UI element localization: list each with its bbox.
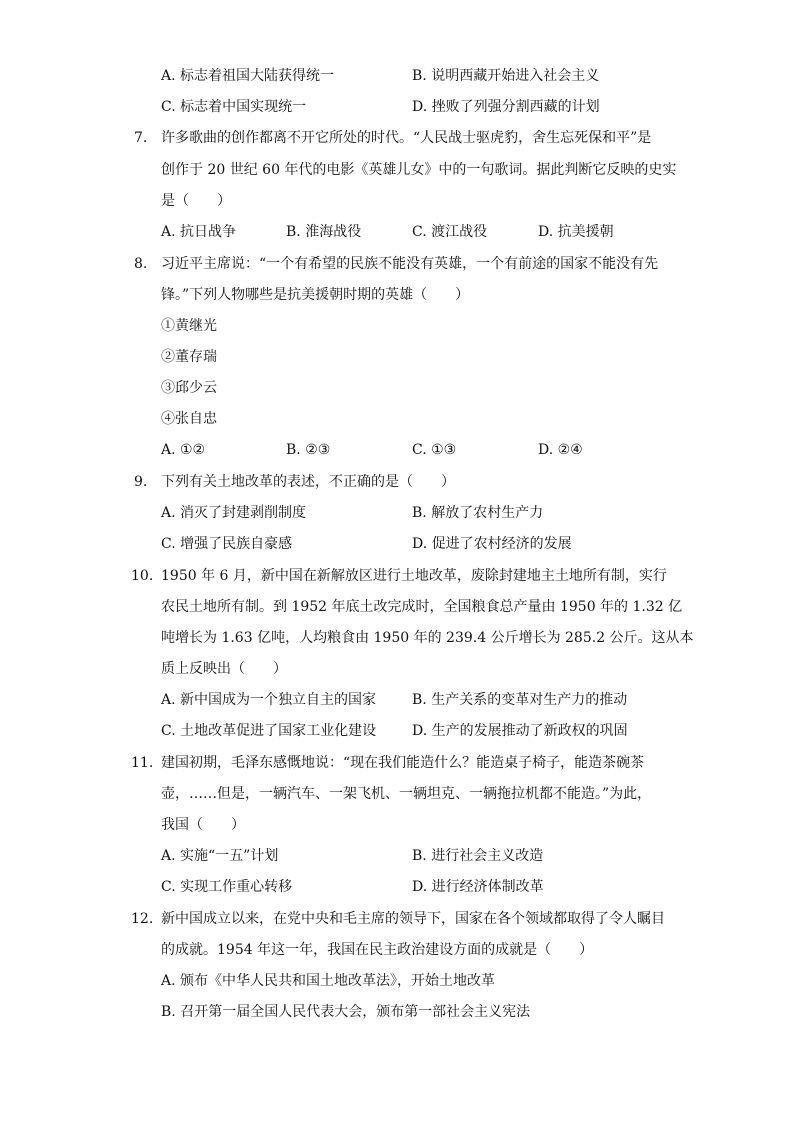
q10-stem-line-1: 1950 年 6 月，新中国在新解放区进行土地改革，废除封建地主土地所有制，实行 [161,568,667,584]
q10-option-b: B. 生产关系的变革对生产力的推动 [412,692,628,708]
q8-option-d: D. ②④ [538,442,583,458]
q6-option-a: A. 标志着祖国大陆获得统一 [161,68,335,84]
q9-option-c: C. 增强了民族自豪感 [161,536,293,552]
q7-stem-line-3: 是（ ） [161,193,231,209]
q8-number: 8. [134,256,148,272]
q11-option-b: B. 进行社会主义改造 [412,848,544,864]
q9-option-d: D. 促进了农村经济的发展 [412,536,572,552]
q10-option-d: D. 生产的发展推动了新政权的巩固 [412,723,628,739]
q6-option-c: C. 标志着中国实现统一 [161,99,307,115]
q11-option-c: C. 实现工作重心转移 [161,879,293,895]
q10-stem-line-3: 吨增长为 1.63 亿吨，人均粮食由 1950 年的 239.4 公斤增长为 285.2 公斤。这从本 [161,630,694,646]
q9-stem-line-1: 下列有关土地改革的表述，不正确的是（ ） [161,474,455,490]
q8-option-a: A. ①② [161,442,206,458]
q8-option-c: C. ①③ [412,442,457,458]
q11-stem-line-1: 建国初期，毛泽东感慨地说：“现在我们能造什么？能造桌子椅子，能造茶碗茶 [161,755,645,771]
q7-stem-line-2: 创作于 20 世纪 60 年代的电影《英雄儿女》中的一句歌词。据此判断它反映的史实 [161,162,677,178]
q12-option-b: B. 召开第一届全国人民代表大会，颁布第一部社会主义宪法 [161,1004,531,1020]
q10-option-a: A. 新中国成为一个独立自主的国家 [161,692,377,708]
q12-option-a: A. 颁布《中华人民共和国土地改革法》，开始土地改革 [161,973,496,989]
q7-option-b: B. 淮海战役 [286,224,362,240]
q11-option-d: D. 进行经济体制改革 [412,879,544,895]
q7-stem-line-1: 许多歌曲的创作都离不开它所处的时代。“人民战士驱虎豹，舍生忘死保和平”是 [161,130,652,146]
q9-option-a: A. 消灭了封建剥削制度 [161,505,307,521]
q9-option-b: B. 解放了农村生产力 [412,505,544,521]
q11-stem-line-2: 壶，……但是，一辆汽车、一架飞机、一辆坦克、一辆拖拉机都不能造。”为此， [161,786,652,802]
q6-option-d: D. 挫败了列强分割西藏的计划 [412,99,600,115]
q9-number: 9. [134,474,148,490]
q8-item-4: ④张自忠 [161,411,217,427]
q8-stem-line-2: 锋。”下列人物哪些是抗美援朝时期的英雄（ ） [161,287,470,303]
q10-stem-line-2: 农民土地所有制。到 1952 年底土改完成时，全国粮食总产量由 1950 年的 1.32 亿 [161,599,683,615]
q8-item-1: ①黄继光 [161,318,217,334]
q8-stem-line-1: 习近平主席说：“一个有希望的民族不能没有英雄，一个有前途的国家不能没有先 [161,256,659,272]
q7-option-d: D. 抗美援朝 [538,224,614,240]
q8-option-b: B. ②③ [286,442,331,458]
q10-stem-line-4: 质上反映出（ ） [161,661,287,677]
q6-option-b: B. 说明西藏开始进入社会主义 [412,68,600,84]
q10-option-c: C. 土地改革促进了国家工业化建设 [161,723,377,739]
q11-option-a: A. 实施“一五”计划 [161,848,279,864]
q7-option-a: A. 抗日战争 [161,224,237,240]
q8-item-3: ③邱少云 [161,380,217,396]
q11-stem-line-3: 我国（ ） [161,817,245,833]
q8-item-2: ②董存瑞 [161,349,217,365]
q10-number: 10. [131,568,154,584]
q12-number: 12. [131,911,154,927]
q12-stem-line-2: 的成就。1954 年这一年，我国在民主政治建设方面的成就是（ ） [161,942,594,958]
q7-option-c: C. 渡江战役 [412,224,488,240]
q11-number: 11. [131,755,154,771]
q12-stem-line-1: 新中国成立以来，在党中央和毛主席的领导下，国家在各个领域都取得了令人瞩目 [161,911,665,927]
q7-number: 7. [134,130,148,146]
